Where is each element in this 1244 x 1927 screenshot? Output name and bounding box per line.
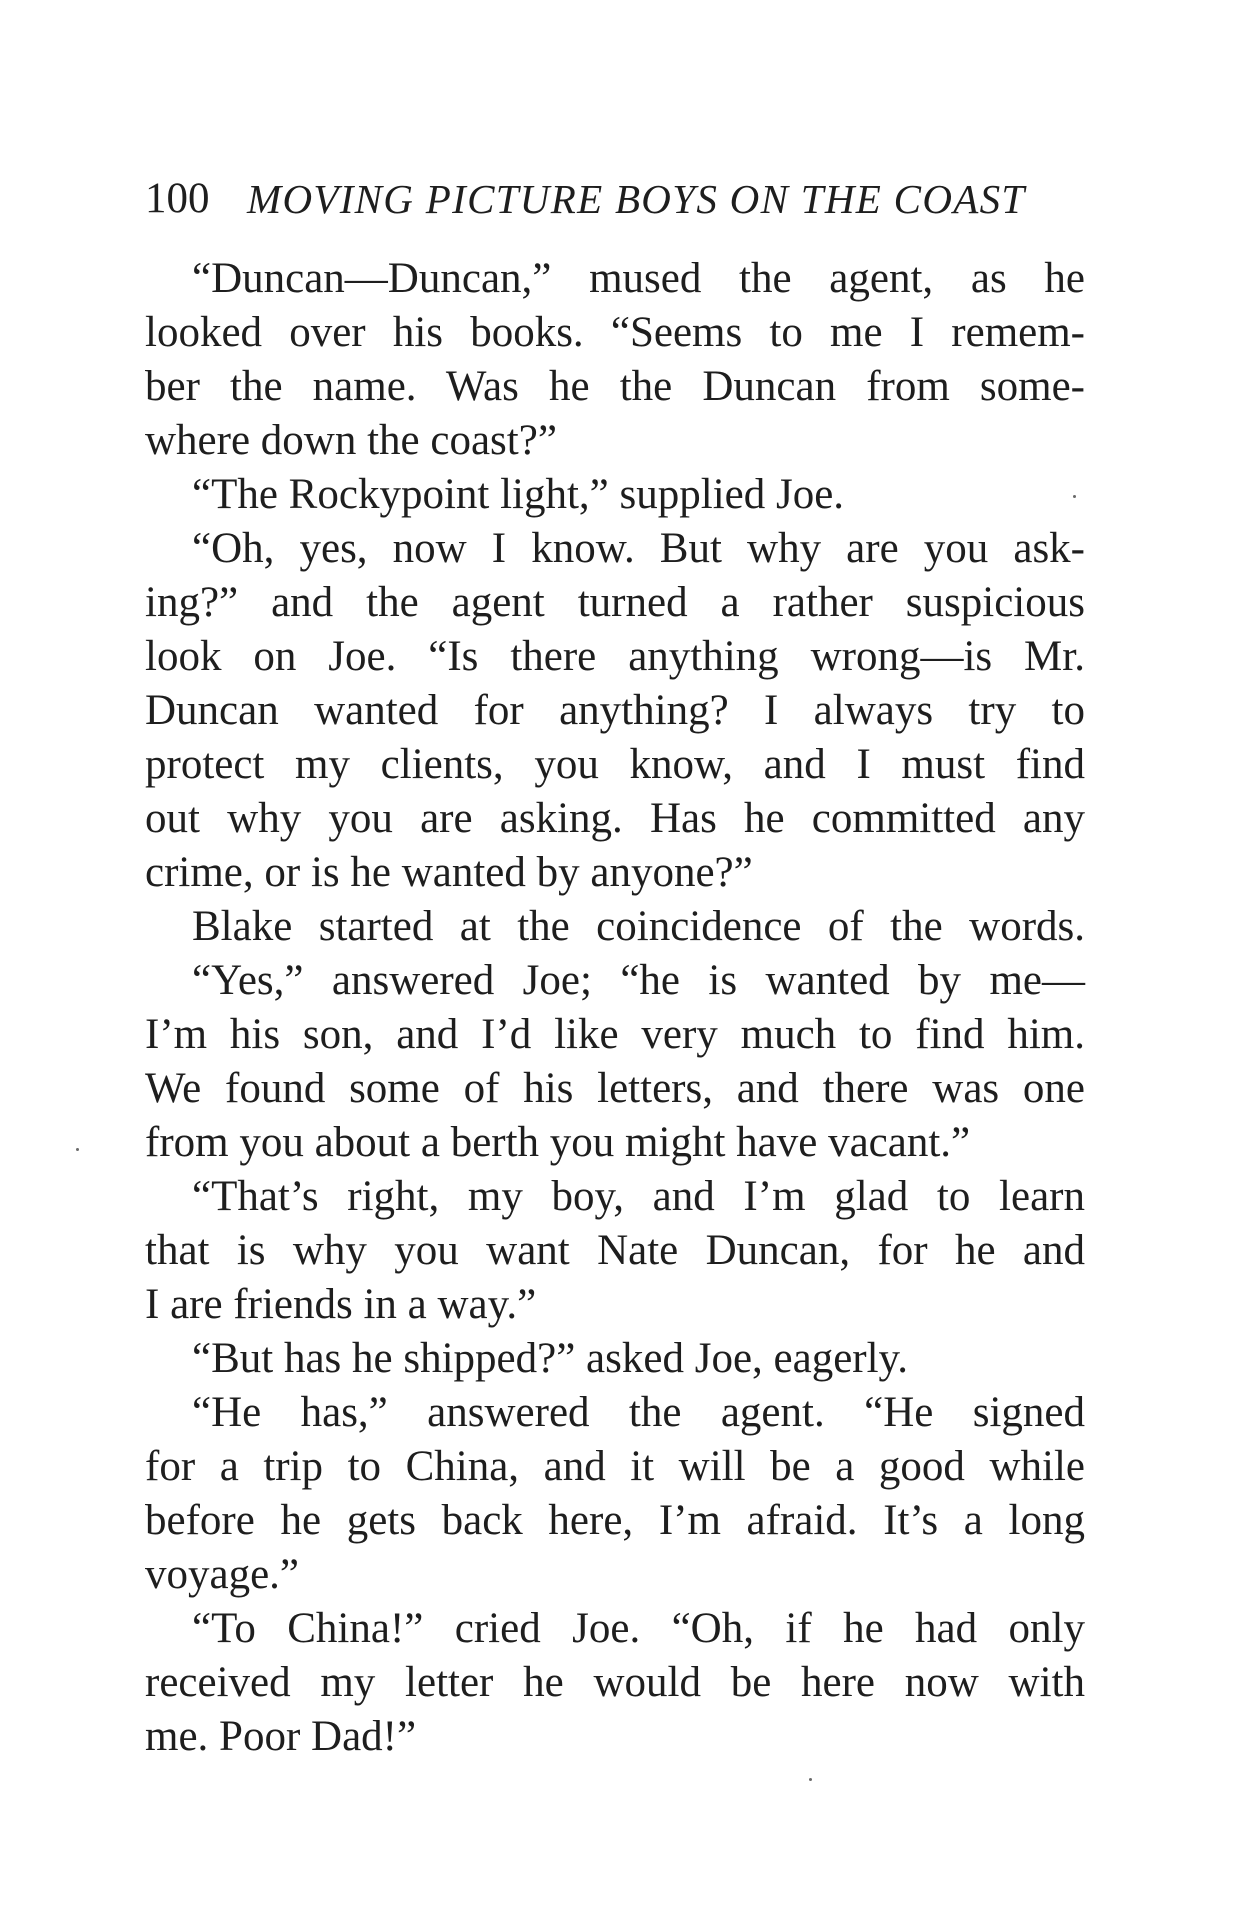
text-line: crime, or is he wanted by anyone?” bbox=[145, 849, 753, 896]
text-line: me. Poor Dad!” bbox=[145, 1713, 417, 1760]
text-line: “The Rockypoint light,” supplied Joe. bbox=[192, 471, 845, 518]
text-line: “Yes,” answered Joe; “he is wanted by me— bbox=[192, 957, 1085, 1004]
scan-speck bbox=[1073, 495, 1076, 498]
text-line: voyage.” bbox=[145, 1551, 300, 1598]
text-line: before he gets back here, I’m afraid. It’s a long bbox=[145, 1497, 1085, 1544]
page-number: 100 bbox=[145, 175, 210, 222]
scan-speck bbox=[809, 1778, 812, 1781]
text-line: ing?” and the agent turned a rather suspicious bbox=[145, 579, 1085, 626]
scan-speck bbox=[76, 1148, 79, 1151]
text-line: “To China!” cried Joe. “Oh, if he had only bbox=[192, 1605, 1085, 1652]
text-line: Duncan wanted for anything? I always try to bbox=[145, 687, 1085, 734]
text-line: out why you are asking. Has he committed any bbox=[145, 795, 1085, 842]
text-line: from you about a berth you might have vacant.” bbox=[145, 1119, 971, 1166]
text-line: received my letter he would be here now with bbox=[145, 1659, 1085, 1706]
text-line: looked over his books. “Seems to me I remem- bbox=[145, 309, 1085, 356]
page-header bbox=[145, 174, 1085, 224]
text-line: “That’s right, my boy, and I’m glad to learn bbox=[192, 1173, 1085, 1220]
text-line: for a trip to China, and it will be a good while bbox=[145, 1443, 1085, 1490]
text-line: “Oh, yes, now I know. But why are you ask- bbox=[192, 525, 1085, 572]
text-line: where down the coast?” bbox=[145, 417, 557, 464]
text-line: Blake started at the coincidence of the words. bbox=[192, 903, 1085, 950]
text-line: “He has,” answered the agent. “He signed bbox=[192, 1389, 1085, 1436]
text-line: “Duncan—Duncan,” mused the agent, as he bbox=[192, 255, 1085, 302]
text-line: I are friends in a way.” bbox=[145, 1281, 537, 1328]
text-line: look on Joe. “Is there anything wrong—is Mr. bbox=[145, 633, 1085, 680]
text-line: ber the name. Was he the Duncan from some- bbox=[145, 363, 1085, 410]
text-line: that is why you want Nate Duncan, for he and bbox=[145, 1227, 1085, 1274]
body-text bbox=[145, 252, 1085, 1764]
text-line: We found some of his letters, and there was one bbox=[145, 1065, 1085, 1112]
text-line: I’m his son, and I’d like very much to find him. bbox=[145, 1011, 1085, 1058]
text-line: “But has he shipped?” asked Joe, eagerly. bbox=[192, 1335, 909, 1382]
text-line: protect my clients, you know, and I must find bbox=[145, 741, 1085, 788]
running-title: MOVING PICTURE BOYS ON THE COAST bbox=[247, 176, 1026, 222]
